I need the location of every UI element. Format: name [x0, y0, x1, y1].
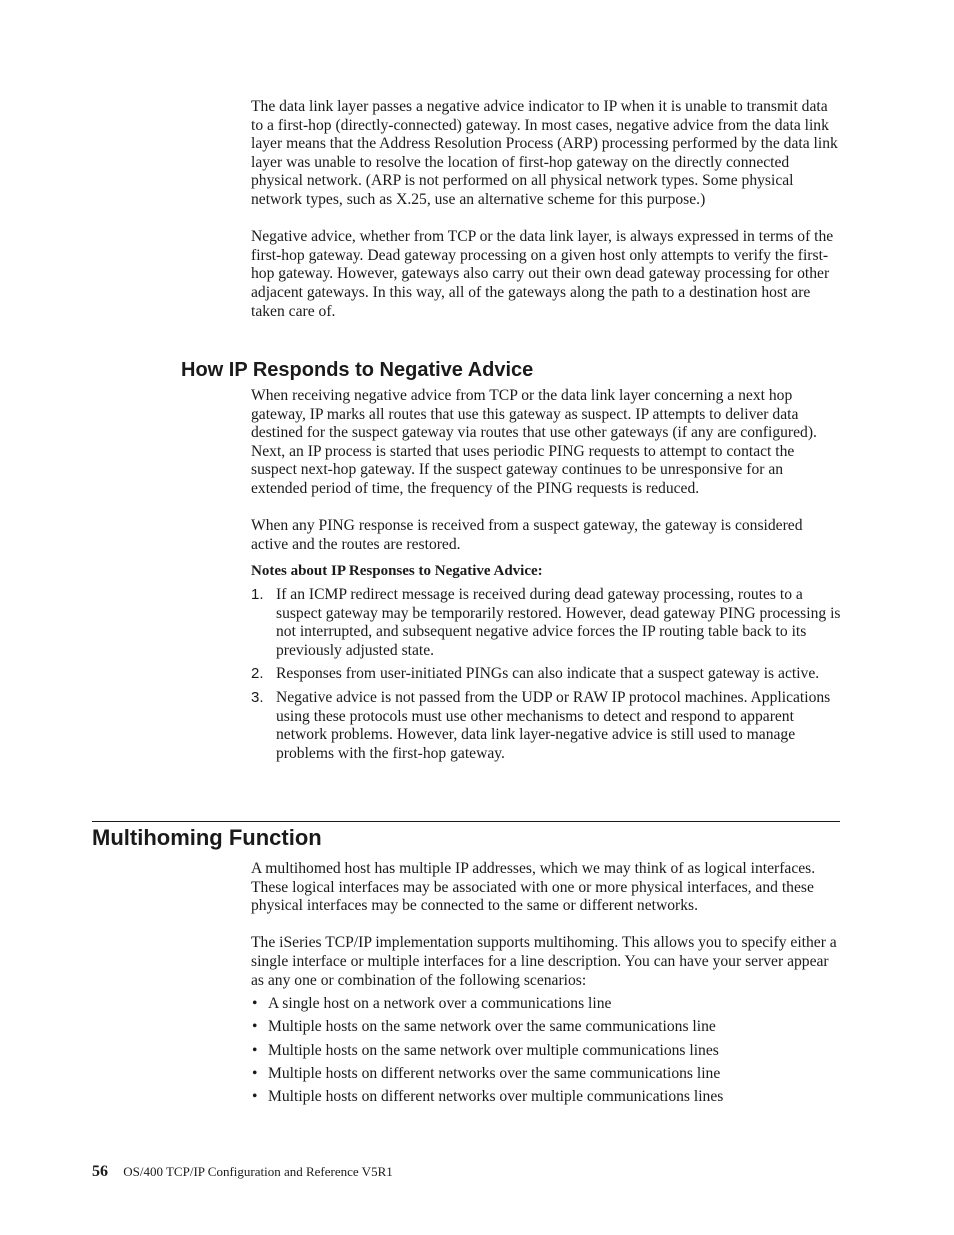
book-title: OS/400 TCP/IP Configuration and Reference V5R1 [123, 1164, 393, 1179]
list-item-text: Multiple hosts on the same network over the same communications line [268, 1018, 716, 1036]
note-text: Negative advice is not passed from the UDP or RAW IP protocol machines. Applications using these protocols must use other mechanisms to detect and respond to apparent network problems. However, data link layer-negative advice is still used to manage problems with the first-hop gateway. [276, 688, 831, 762]
list-item-text: A single host on a network over a communications line [268, 995, 612, 1013]
note-item [251, 689, 841, 763]
bullet-icon: • [252, 1018, 258, 1036]
page-footer [92, 1163, 393, 1181]
note-item [251, 665, 841, 684]
section-heading-negative-advice: How IP Responds to Negative Advice [181, 359, 534, 381]
notes-title: Notes about IP Responses to Negative Advice: [251, 563, 543, 580]
note-text: Responses from user-initiated PINGs can also indicate that a suspect gateway is active. [276, 665, 820, 683]
section-divider [92, 821, 840, 822]
note-item [251, 586, 841, 660]
note-number: 3. [251, 688, 264, 706]
list-item [251, 995, 841, 1014]
bullet-icon: • [252, 995, 258, 1013]
page-number: 56 [92, 1163, 108, 1180]
list-item [251, 1042, 841, 1061]
bullet-icon: • [252, 1041, 258, 1059]
note-text: If an ICMP redirect message is received during dead gateway processing, routes to a suspect gateway may be temporarily restored. However, dead gateway PING processing is not interrupted, and subsequent negative advice forces the IP routing table back to its previously adjusted state. [276, 585, 841, 659]
list-item-text: Multiple hosts on different networks over multiple communications lines [268, 1087, 724, 1105]
section-heading-multihoming: Multihoming Function [92, 825, 322, 850]
intro-paragraph-1: The data link layer passes a negative advice indicator to IP when it is unable to transmit data to a first-hop (directly-connected) gateway. In most cases, negative advice from the data link layer means that the Address Resolution Process (ARP) processing performed by the data link layer was unable to resolve the location of first-hop gateway on the directly connected physical network. (ARP is not performed on all physical network types. Some physical network types, such as X.25, use an alternative scheme for this purpose.) [251, 98, 838, 208]
intro-block [251, 98, 841, 321]
multihoming-paragraph-1: A multihomed host has multiple IP addresses, which we may think of as logical interfaces. These logical interfaces may be associated with one or more physical interfaces, and these physical interfaces may be connected to the same or different networks. [251, 860, 816, 915]
list-item [251, 1018, 841, 1037]
list-item-text: Multiple hosts on the same network over multiple communications lines [268, 1041, 719, 1059]
multihoming-paragraph-2: The iSeries TCP/IP implementation supports multihoming. This allows you to specify either a single interface or multiple interfaces for a line description. You can have your server appear as any one or combination of the following scenarios: [251, 934, 837, 989]
note-number: 1. [251, 585, 264, 603]
negative-advice-paragraph-1: When receiving negative advice from TCP or the data link layer concerning a next hop gateway, IP marks all routes that use this gateway as suspect. IP attempts to deliver data destined for the suspect gateway via routes that use other gateways (if any are configured). Next, an IP process is started that uses periodic PING requests to attempt to contact the suspect next-hop gateway. If the suspect gateway continues to be unresponsive for an extended period of time, the frequency of the PING requests is reduced. [251, 387, 817, 497]
list-item-text: Multiple hosts on different networks over the same communications line [268, 1064, 721, 1082]
multihoming-block [251, 860, 841, 1111]
bullet-icon: • [252, 1087, 258, 1105]
intro-paragraph-2: Negative advice, whether from TCP or the data link layer, is always expressed in terms of the first-hop gateway. Dead gateway processing on a given host only attempts to verify the first-hop gateway. However, gateways also carry out their own dead gateway processing for other adjacent gateways. In this way, all of the gateways along the path to a destination host are taken care of. [251, 228, 834, 320]
scenario-list [251, 995, 841, 1106]
bullet-icon: • [252, 1064, 258, 1082]
list-item [251, 1088, 841, 1107]
list-item [251, 1065, 841, 1084]
note-number: 2. [251, 665, 264, 683]
negative-advice-paragraph-2: When any PING response is received from a suspect gateway, the gateway is considered active and the routes are restored. [251, 517, 803, 553]
negative-advice-block [251, 387, 841, 768]
notes-list [251, 586, 841, 763]
